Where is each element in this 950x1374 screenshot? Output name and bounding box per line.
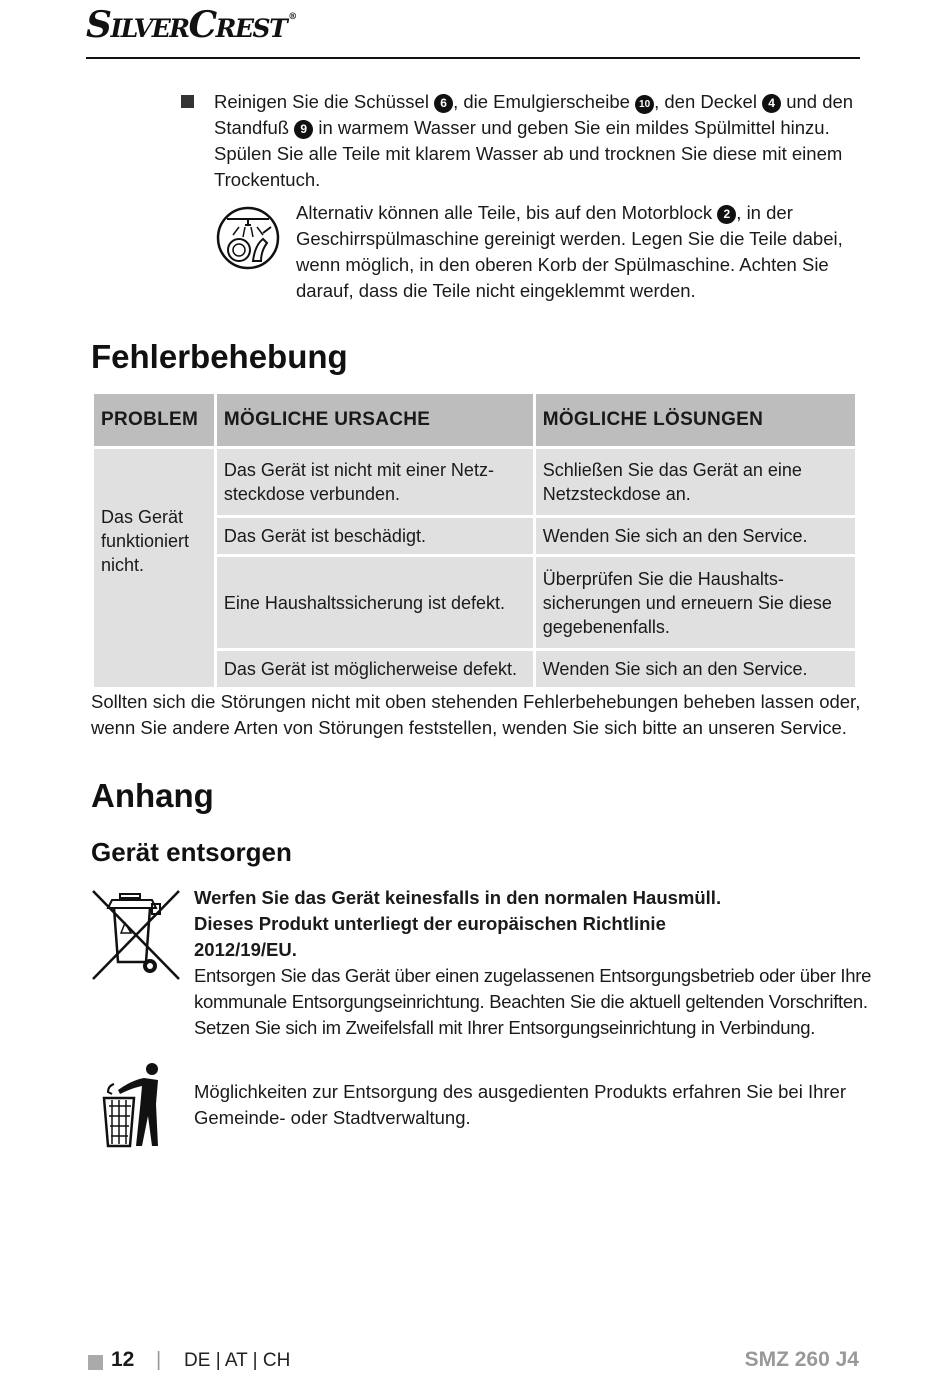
bullet-square-icon <box>181 95 194 108</box>
dishwasher-icon <box>215 205 281 271</box>
cleaning-paragraph: Reinigen Sie die Schüssel 6 , die Emulgierscheibe 10 , den Deckel 4 und den Standfuß 9 in warmem Wasser und geben Sie ein mildes Spülmittel hinzu. Spülen Sie alle Teile mit klarem Wasser ab und trocknen Sie diese mit einem Trockentuch. <box>214 91 854 190</box>
cause-cell: Das Gerät ist nicht mit einer Netz- steckdose verbunden. <box>215 448 534 517</box>
brand-name: SilverCrest <box>86 4 287 46</box>
crossed-bin-icon <box>90 888 182 982</box>
solution-cell: Überprüfen Sie die Haushalts- sicherungen und erneuern Sie diese gegebenenfalls. <box>534 556 856 650</box>
header-rule <box>86 57 860 59</box>
cause-cell: Eine Haushaltssicherung ist defekt. <box>215 556 534 650</box>
solution-cell: Wenden Sie sich an den Service. <box>534 517 856 556</box>
table-header-row <box>93 393 857 448</box>
footer-square-icon <box>88 1355 103 1370</box>
solution-cell: Wenden Sie sich an den Service. <box>534 650 856 689</box>
page-number: 12 <box>111 1348 135 1371</box>
cause-cell: Das Gerät ist beschädigt. <box>215 517 534 556</box>
part-number-badge: 9 <box>294 120 313 139</box>
dishwasher-paragraph: Alternativ können alle Teile, bis auf den Motorblock 2 , in der Geschirrspülmaschine gereinigt werden. Legen Sie die Teile dabei, wenn möglich, in den oberen Korb der Spülmaschine. Achten Sie darauf, dass die Teile nicht eingeklemmt werden. <box>296 202 843 301</box>
table-row <box>93 448 857 517</box>
disposal-subheading: Gerät entsorgen <box>91 837 292 867</box>
troubleshooting-heading: Fehlerbehebung <box>91 338 348 375</box>
footer-languages: DE | AT | CH <box>184 1350 291 1371</box>
troubleshooting-table <box>91 391 858 690</box>
troubleshooting-note: Sollten sich die Störungen nicht mit oben stehenden Fehlerbehebungen beheben lassen oder, wenn Sie andere Arten von Störungen feststellen, wenden Sie sich bitte an unseren Service. <box>91 691 861 738</box>
column-header-problem: PROBLEM <box>93 393 216 448</box>
column-header-cause: MÖGLICHE URSACHE <box>215 393 534 448</box>
registered-mark: ® <box>288 12 298 22</box>
footer-separator: | <box>156 1349 162 1371</box>
solution-cell: Schließen Sie das Gerät an eine Netzsteckdose an. <box>534 448 856 517</box>
part-number-badge: 2 <box>717 205 736 224</box>
model-number: SMZ 260 J4 <box>744 1348 859 1371</box>
column-header-solution: MÖGLICHE LÖSUNGEN <box>534 393 856 448</box>
disposal-text: Werfen Sie das Gerät keinesfalls in den normalen Hausmüll. Dieses Produkt unterliegt der europäischen Richtlinie 2012/19/EU. Entsorgen Sie das Gerät über einen zugelassenen Entsorgungsbetrieb oder über Ihre kommunale Entsorgungseinrichtung. Beachten Sie die aktuell geltenden Vorschriften. Setzen Sie sich im Zweifelsfall mit Ihrer Entsorgungseinrichtung in Verbindung. <box>194 887 872 1038</box>
appendix-heading: Anhang <box>91 777 214 814</box>
part-number-badge: 6 <box>434 94 453 113</box>
cause-cell: Das Gerät ist möglicherweise defekt. <box>215 650 534 689</box>
part-number-badge: 10 <box>635 95 654 114</box>
part-number-badge: 4 <box>762 94 781 113</box>
litter-person-icon <box>100 1062 172 1150</box>
problem-cell: Das Gerät funktioniert nicht. <box>93 448 216 689</box>
brand-logo <box>86 4 297 46</box>
disposal-info-text: Möglichkeiten zur Entsorgung des ausgedienten Produkts erfahren Sie bei Ihrer Gemeinde- oder Stadtverwaltung. <box>194 1081 846 1128</box>
